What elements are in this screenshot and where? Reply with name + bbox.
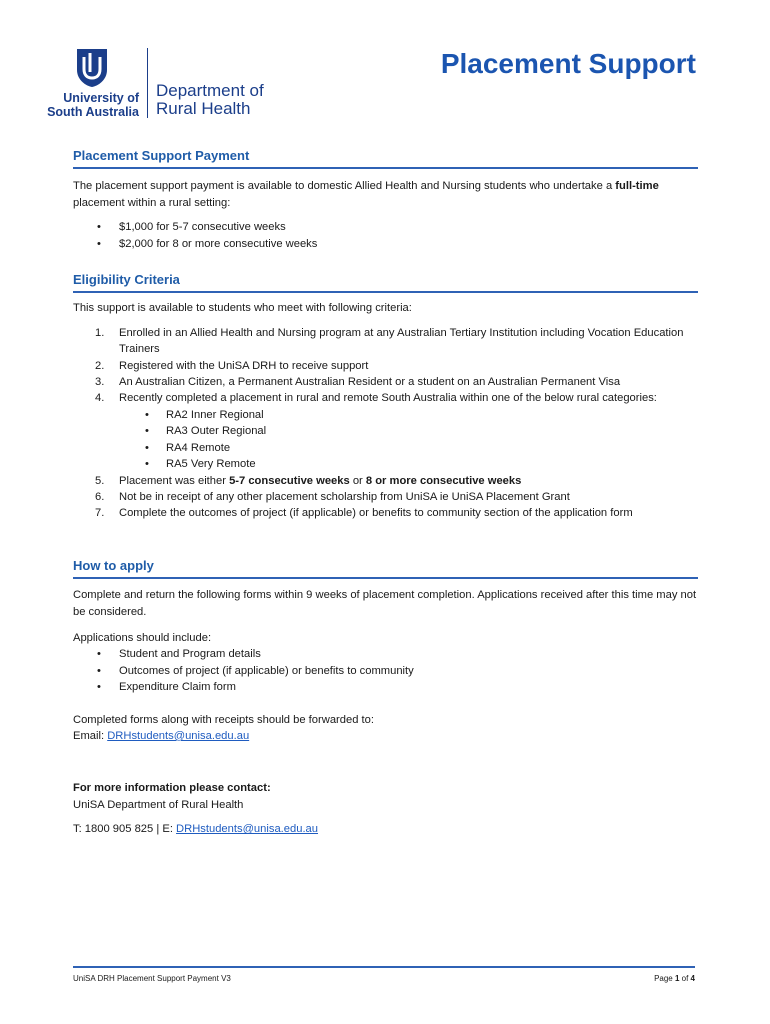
list-item: • Student and Program details (73, 646, 698, 662)
eligibility-list-continued (73, 473, 698, 522)
unisa-shield-icon (76, 48, 108, 88)
apply-list (73, 646, 698, 695)
region-list (73, 407, 698, 473)
list-item: • $1,000 for 5-7 consecutive weeks (73, 219, 698, 235)
apply-intro: Complete and return the following forms within 9 weeks of placement completion. Applications received after this time may not be considered. (73, 589, 697, 618)
payment-list (73, 219, 698, 252)
page-footer (73, 966, 695, 983)
contact-heading: For more information please contact: (73, 782, 271, 795)
page-number: Page 1 of 4 (654, 974, 695, 983)
payment-intro: The placement support payment is available to domestic Allied Health and Nursing students who undertake a full-time placement within a rural setting: (73, 180, 659, 209)
apply-includes-label: Applications should include: (73, 631, 212, 644)
department-name: Department of Rural Health (156, 81, 264, 118)
list-item: • RA4 Remote (73, 440, 698, 456)
eligibility-list (73, 325, 698, 407)
email-link[interactable]: DRHstudents@unisa.edu.au (107, 729, 250, 742)
logo-divider (147, 48, 148, 118)
list-item: 6. Not be in receipt of any other placement scholarship from UniSA ie UniSA Placement Grant (95, 490, 570, 503)
forward-email: Email: DRHstudents@unisa.edu.au (73, 729, 250, 742)
list-item: • RA5 Very Remote (73, 456, 698, 472)
eligibility-intro: This support is available to students who meet with following criteria: (73, 302, 412, 315)
list-item: 1. Enrolled in an Allied Health and Nursing program at any Australian Tertiary Institution including Vocation Education Trainers (95, 326, 684, 356)
list-item: 7. Complete the outcomes of project (if applicable) or benefits to community section of the application form (95, 507, 633, 520)
contact-line: T: 1800 905 825 | E: DRHstudents@unisa.edu.au (73, 823, 319, 836)
list-item: 4. Recently completed a placement in rural and remote South Australia within one of the below rural categories: (95, 392, 657, 405)
list-item: 3. An Australian Citizen, a Permanent Australian Resident or a student on an Australian Permanent Visa (95, 376, 621, 389)
list-item: 2. Registered with the UniSA DRH to receive support (95, 359, 369, 372)
eligibility-heading: Eligibility Criteria (73, 272, 698, 293)
footer-doc-name: UniSA DRH Placement Support Payment V3 (73, 974, 231, 983)
apply-heading: How to apply (73, 558, 698, 579)
payment-heading: Placement Support Payment (73, 148, 698, 169)
list-item: • RA3 Outer Regional (73, 423, 698, 439)
list-item: 5. Placement was either 5-7 consecutive weeks or 8 or more consecutive weeks (95, 474, 522, 487)
list-item: • RA2 Inner Regional (73, 407, 698, 423)
list-item: • Outcomes of project (if applicable) or benefits to community (73, 663, 698, 679)
unisa-logo (46, 46, 286, 121)
page-title: Placement Support (440, 48, 696, 79)
contact-org: UniSA Department of Rural Health (73, 798, 244, 811)
forward-text: Completed forms along with receipts should be forwarded to: (73, 713, 374, 726)
university-name: University of South Australia (47, 91, 139, 119)
list-item: • Expenditure Claim form (73, 679, 698, 695)
document-body (73, 148, 698, 838)
contact-email-link[interactable]: DRHstudents@unisa.edu.au (176, 823, 319, 836)
list-item: • $2,000 for 8 or more consecutive weeks (73, 236, 698, 252)
